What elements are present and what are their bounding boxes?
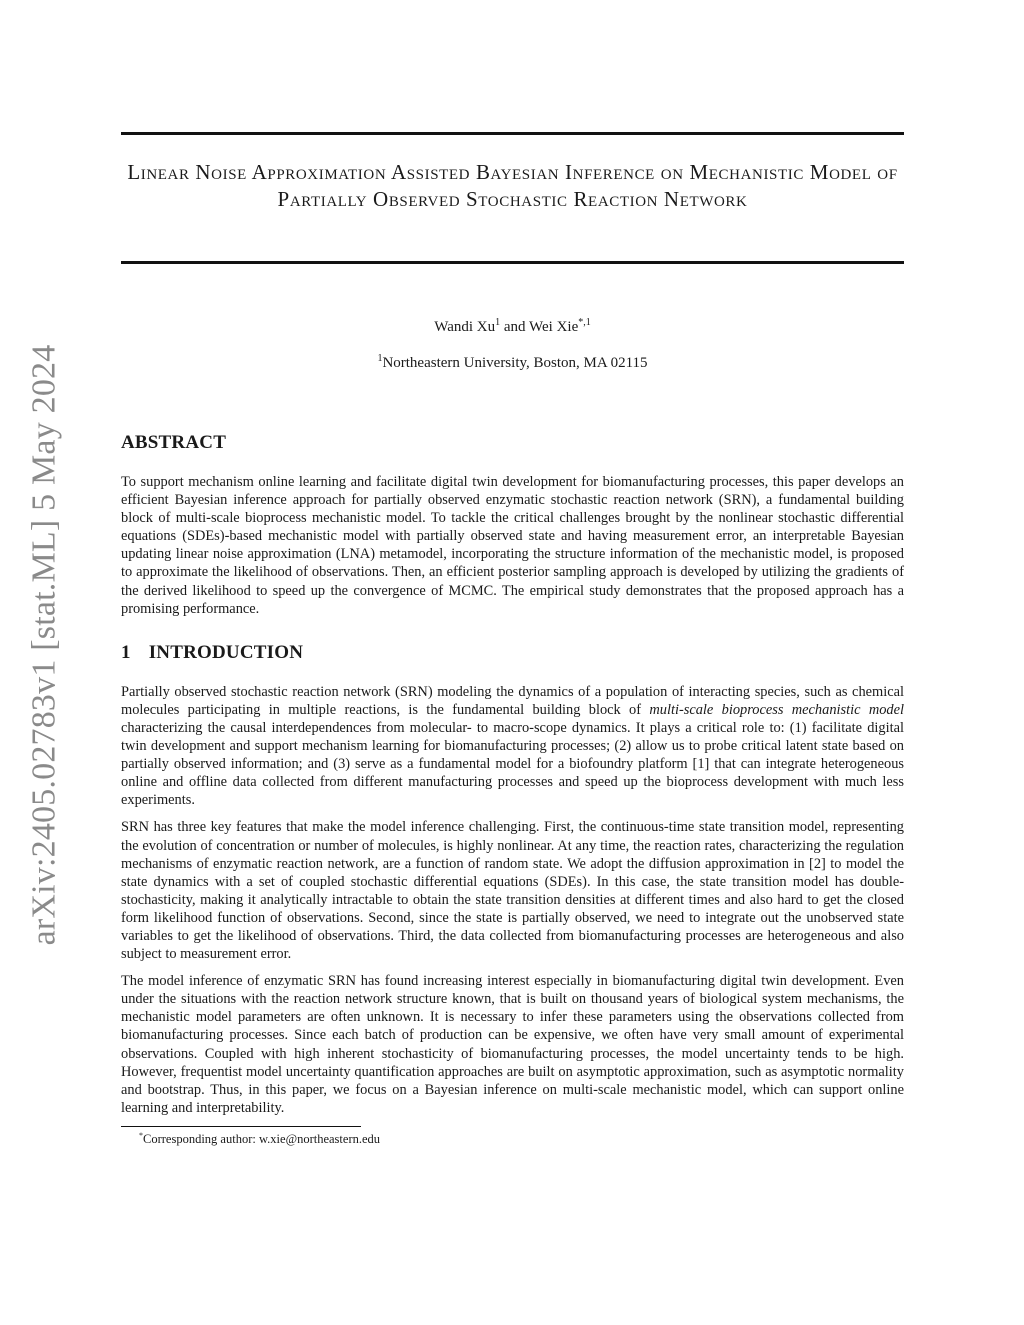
author-line [121,317,904,336]
section-number: 1 [121,641,131,663]
intro-paragraph-text: Partially observed stochastic reaction network (SRN) modeling the dynamics of a population of interacting species, such as chemical molecules participating in multiple reactions, is the fundamental building block of [121,683,904,718]
author-conjunction: and [500,319,530,335]
main-content [121,432,904,1147]
intro-paragraph-text: characterizing the causal interdependences from molecular- to macro-scope dynamics. It plays a critical role to: (1) facilitate digital twin development and support mechanism learning for biomanufacturing processes; (2) allow us to probe critical latent state based on partially observed information; and (3) serve as a fundamental model for a biofoundry platform [1] that can integrate heterogeneous online and offline data collected from different manufacturing processes and speed up the bioprocess development with much less experiments. [121,719,904,809]
footnote-text: Corresponding author: w.xie@northeastern.edu [143,1132,381,1147]
section-title: INTRODUCTION [148,641,304,663]
affiliation [121,353,904,372]
title-rule-bottom [121,261,904,264]
affiliation-text: Northeastern University, Boston, MA 02115 [382,355,648,371]
title-rule-top [121,132,904,135]
intro-paragraph [121,683,904,810]
intro-paragraph: SRN has three key features that make the model inference challenging. First, the continuous-time state transition model, representing the evolution of concentration or number of molecules, is highly nonlinear. At any time, the reaction rates, characterizing the regulation mechanisms of enzymatic reaction network, are a function of random state. We adopt the diffusion approximation in [2] to model the state dynamics with a set of coupled stochastic differential equations (SDEs). In this case, the state transition model has double-stochasticity, making it analytically intractable to obtain the state transition densities at different times and also hard to get the closed form likelihood function of observations. Second, since the state is partially observed, we need to integrate out the unobserved state variables to get the likelihood of observations. Third, the data collected from biomanufacturing processes are heterogeneous and also subject to measurement error. [121,819,904,963]
footnote-mark: * [139,1130,143,1140]
abstract-text: To support mechanism online learning and facilitate digital twin development for biomanufacturing processes, this paper develops an efficient Bayesian inference approach for partially observed enzymatic stochastic reaction network (SRN), a fundamental building block of multi-scale bioprocess mechanistic model. To tackle the critical challenges brought by the nonlinear stochastic differential equations (SDEs)-based mechanistic model with partially observed state and having measurement error, an interpretable Bayesian updating linear noise approximation (LNA) metamodel, incorporating the structure information of the mechanistic model, is proposed to approximate the likelihood of observations. Then, an efficient posterior sampling approach is developed by utilizing the gradients of the derived likelihood to speed up the convergence of MCMC. The empirical study demonstrates that the proposed approach has a promising performance. [121,474,904,617]
footnote [139,1131,904,1147]
arxiv-identifier [14,345,74,945]
author-name: Wei Xie [529,319,579,335]
abstract-heading: ABSTRACT [121,432,227,453]
intro-paragraph: The model inference of enzymatic SRN has found increasing interest especially in biomanufacturing digital twin development. Even under the situations with the reaction network structure known, that is built on thousand years of biological system mechanisms, the mechanistic model parameters are often unknown. It is necessary to infer these parameters using the observations collected from biomanufacturing processes. Since each batch of production can be expensive, we often have very small amount of experimental observations. Coupled with high inherent stochasticity of biomanufacturing processes, the model uncertainty tends to be high. However, frequentist model uncertainty quantification approaches are built on asymptotic approximation, such as asymptotic normality and bootstrap. Thus, in this paper, we focus on a Bayesian inference on multi-scale mechanistic model, which can support online learning and interpretability. [121,973,904,1116]
footnote-rule [121,1126,361,1127]
intro-paragraph-emphasis: multi-scale bioprocess mechanistic model [649,701,904,718]
paper-title: Linear Noise Approximation Assisted Bayesian Inference on Mechanistic Model of Partially Observed Stochastic Reaction Network [127,160,898,211]
author-affiliation-mark: *,1 [578,317,591,328]
affiliation-mark: 1 [377,353,383,364]
arxiv-identifier-text: arXiv:2405.02783v1 [stat.ML] 5 May 2024 [25,344,62,946]
author-name: Wandi Xu [434,319,496,335]
author-affiliation-mark: 1 [495,317,501,328]
section-heading-introduction [121,642,904,664]
